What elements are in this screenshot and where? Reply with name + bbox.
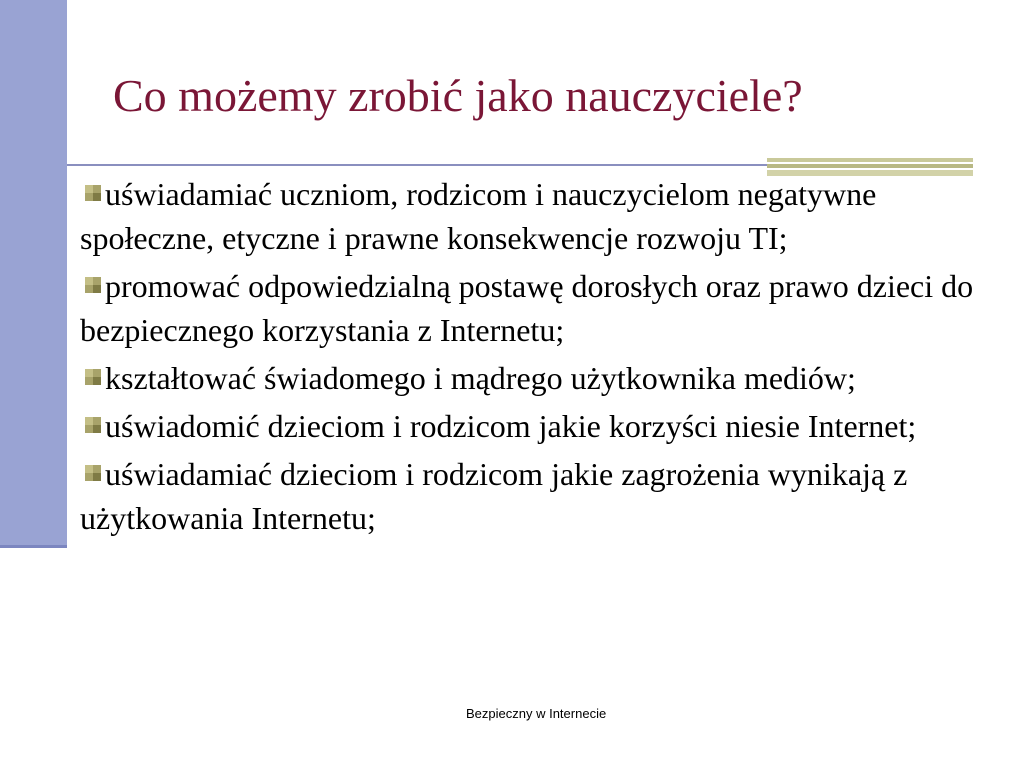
bullet-item — [80, 264, 990, 352]
bullet-text: uświadamiać uczniom, rodzicom i nauczycielom negatywne społeczne, etyczne i prawne konsekwencje rozwoju TI; — [80, 176, 877, 256]
bullet-text: promować odpowiedzialną postawę dorosłych oraz prawo dzieci do bezpiecznego korzystania z Internetu; — [80, 268, 974, 348]
bullet-text: kształtować świadomego i mądrego użytkownika mediów; — [105, 360, 856, 396]
bullet-text: uświadomić dzieciom i rodzicom jakie korzyści niesie Internet; — [105, 408, 917, 444]
title-divider — [67, 164, 767, 166]
bullet-item — [80, 452, 990, 540]
square-bullet-icon — [84, 184, 102, 202]
slide-title: Co możemy zrobić jako nauczyciele? — [113, 70, 803, 121]
bullet-list — [80, 172, 990, 544]
square-bullet-icon — [84, 464, 102, 482]
bullet-item — [80, 404, 990, 448]
square-bullet-icon — [84, 416, 102, 434]
bullet-text: uświadamiać dzieciom i rodzicom jakie zagrożenia wynikają z użytkowania Internetu; — [80, 456, 908, 536]
left-bar-edge — [0, 545, 67, 548]
square-bullet-icon — [84, 368, 102, 386]
square-bullet-icon — [84, 276, 102, 294]
bullet-item — [80, 356, 990, 400]
bullet-item — [80, 172, 990, 260]
footer-text: Bezpieczny w Internecie — [466, 706, 607, 721]
accent-line — [767, 158, 973, 162]
accent-line — [767, 164, 973, 168]
left-decorative-bar — [0, 0, 67, 548]
